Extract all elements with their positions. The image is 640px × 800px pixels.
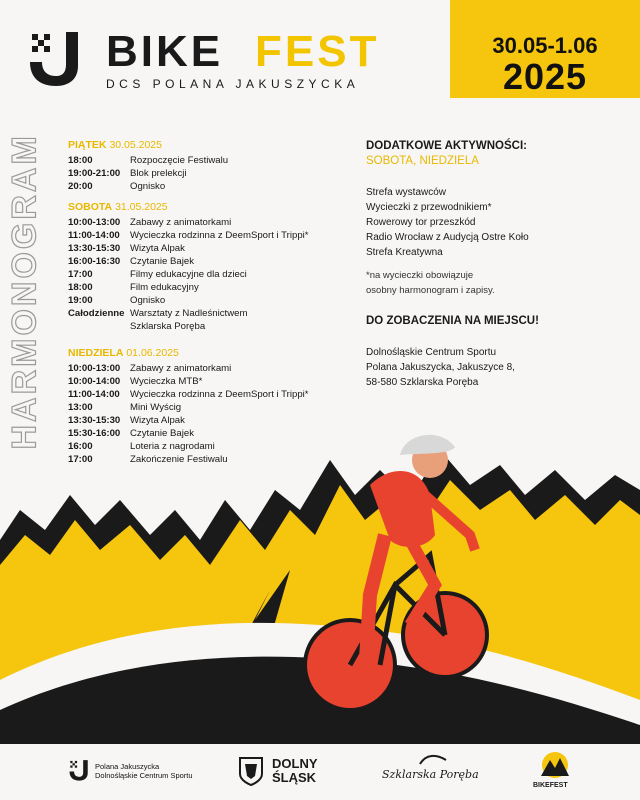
title-bike: BIKE xyxy=(106,27,224,76)
day-list-sunday xyxy=(68,362,358,466)
sponsor-footer xyxy=(0,744,640,800)
day-list-friday xyxy=(68,154,358,193)
helmet xyxy=(400,435,455,455)
list-item: Strefa wystawców xyxy=(366,187,447,198)
schedule-row: 11:00-14:00 Wycieczka rodzinna z DeemSport i Trippi* xyxy=(68,389,309,400)
extra-activities-title: DODATKOWE AKTYWNOŚCI: xyxy=(366,140,527,152)
date-range: 30.05-1.06 xyxy=(492,33,598,58)
schedule-row: 18:00 Rozpoczęcie Festiwalu xyxy=(68,155,229,166)
schedule-row: 11:00-14:00 Wycieczka rodzinna z DeemSport i Trippi* xyxy=(68,230,309,241)
schedule-row: 16:00-16:30 Czytanie Bajek xyxy=(68,256,194,267)
cyclist-illustration xyxy=(300,425,500,735)
trip-note: *na wycieczki obowiązuje osobny harmonogram i zapisy. xyxy=(366,270,495,296)
venue-address: Dolnośląskie Centrum Sportu Polana Jakuszycka, Jakuszyce 8, 58-580 Szklarska Poręba xyxy=(366,347,515,388)
day-heading-saturday: SOBOTA 31.05.2025 xyxy=(68,201,168,213)
bikefest-mountain-logo-icon xyxy=(538,750,572,780)
extra-activities-days: SOBOTA, NIEDZIELA xyxy=(366,155,479,167)
schedule-row: 10:00-13:00 Zabawy z animatorkami xyxy=(68,363,232,374)
schedule-row: 17:00 Zakończenie Festiwalu xyxy=(68,454,228,465)
schedule-row: 10:00-13:00 Zabawy z animatorkami xyxy=(68,217,232,228)
schedule-row: 13:30-15:30 Wizyta Alpak xyxy=(68,243,185,254)
schedule-row: 17:00 Filmy edukacyjne dla dzieci xyxy=(68,269,247,280)
title-fest: FEST xyxy=(255,27,380,76)
day-heading-friday: PIĄTEK 30.05.2025 xyxy=(68,139,162,151)
szklarska-poreba-logo-text: Szklarska Poręba xyxy=(382,768,479,781)
schedule-row: Szklarska Poręba xyxy=(130,321,206,332)
list-item: Rowerowy tor przeszkód xyxy=(366,217,476,228)
harmonogram-side-label: HARMONOGRAM xyxy=(5,133,44,450)
list-item: Radio Wrocław z Audycją Ostre Koło xyxy=(366,232,529,243)
schedule-row: 18:00 Film edukacyjny xyxy=(68,282,199,293)
year: 2025 xyxy=(502,56,588,97)
schedule-row: 10:00-14:00 Wycieczka MTB* xyxy=(68,376,203,387)
polana-jakuszycka-small-logo-icon xyxy=(68,757,90,783)
schedule xyxy=(68,139,358,466)
extra-activities-list xyxy=(366,185,529,260)
dolny-slask-logo-text: DOLNY ŚLĄSK xyxy=(272,756,318,785)
schedule-row: 13:00 Mini Wyścig xyxy=(68,402,182,413)
list-item: Wycieczki z przewodnikiem* xyxy=(366,202,492,213)
date-box xyxy=(450,0,640,98)
list-item: Strefa Kreatywna xyxy=(366,247,443,258)
szklarska-poreba-swirl-icon xyxy=(418,752,448,766)
schedule-row: 20:00 Ognisko xyxy=(68,181,166,192)
day-list-saturday xyxy=(68,216,358,333)
schedule-row: Całodzienne Warsztaty z Nadleśnictwem xyxy=(68,308,248,319)
schedule-row: 13:30-15:30 Wizyta Alpak xyxy=(68,415,185,426)
bikefest-logo-text: BIKEFEST xyxy=(533,782,568,789)
day-heading-sunday: NIEDZIELA 01.06.2025 xyxy=(68,347,179,359)
polana-jakuszycka-logo-icon xyxy=(26,28,84,88)
schedule-row: 19:00 Ognisko xyxy=(68,295,166,306)
schedule-row: 15:30-16:00 Czytanie Bajek xyxy=(68,428,194,439)
event-location-subtitle: DCS POLANA JAKUSZYCKA xyxy=(106,77,360,91)
dolny-slask-crest-icon xyxy=(238,756,264,786)
polana-logo-text: Polana Jakuszycka Dolnośląskie Centrum Sportu xyxy=(95,762,193,780)
schedule-row: 16:00 Loteria z nagrodami xyxy=(68,441,215,452)
schedule-row: 19:00-21:00 Blok prelekcji xyxy=(68,168,187,179)
see-you-heading: DO ZOBACZENIA NA MIEJSCU! xyxy=(366,315,539,327)
